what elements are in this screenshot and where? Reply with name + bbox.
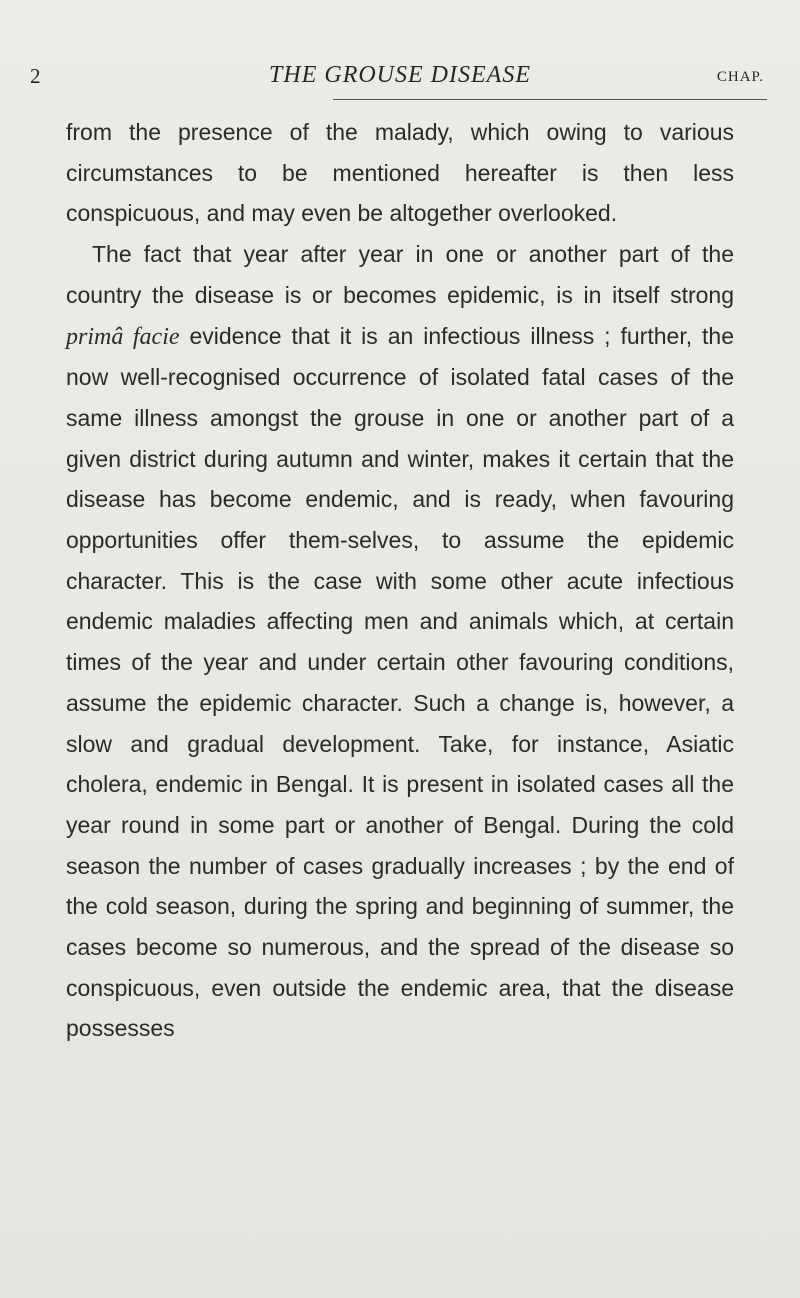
page-number: 2 <box>30 64 41 88</box>
paragraph-2-text-before: The fact that year after year in one or another part of the country the disease is or becomes epidemic, is in itself strong <box>66 241 734 308</box>
paragraph-2 <box>66 234 734 1049</box>
paragraph-2-italic-phrase: primâ facie <box>66 323 180 350</box>
header-rule <box>333 99 767 100</box>
paragraph-1: from the presence of the malady, which owing to various circumstances to be mentioned hereafter is then less conspicuous, and may even be altogether overlooked. <box>66 119 734 227</box>
running-title: THE GROUSE DISEASE <box>269 62 531 88</box>
paragraph-2-text-after: evidence that it is an infectious illness ; further, the now well-recognised occurrence of isolated fatal cases of the same illness amongst the grouse in one or another part of a given district during autumn and winter, makes it certain that the disease has become endemic, and is ready, when favouring opportunities offer them-selves, to assume the epidemic character. This is the case with some other acute infectious endemic maladies affecting men and animals which, at certain times of the year and under certain other favouring conditions, assume the epidemic character. Such a change is, however, a slow and gradual development. Take, for instance, Asiatic cholera, endemic in Bengal. It is present in isolated cases all the year round in some part or another of Bengal. During the cold season the number of cases gradually increases ; by the end of the cold season, during the spring and beginning of summer, the cases become so numerous, and the spread of the disease so conspicuous, even outside the endemic area, that the disease possesses <box>66 322 735 1042</box>
body-text <box>66 112 734 1049</box>
chapter-mark: CHAP. <box>716 69 764 85</box>
running-head <box>30 62 770 96</box>
